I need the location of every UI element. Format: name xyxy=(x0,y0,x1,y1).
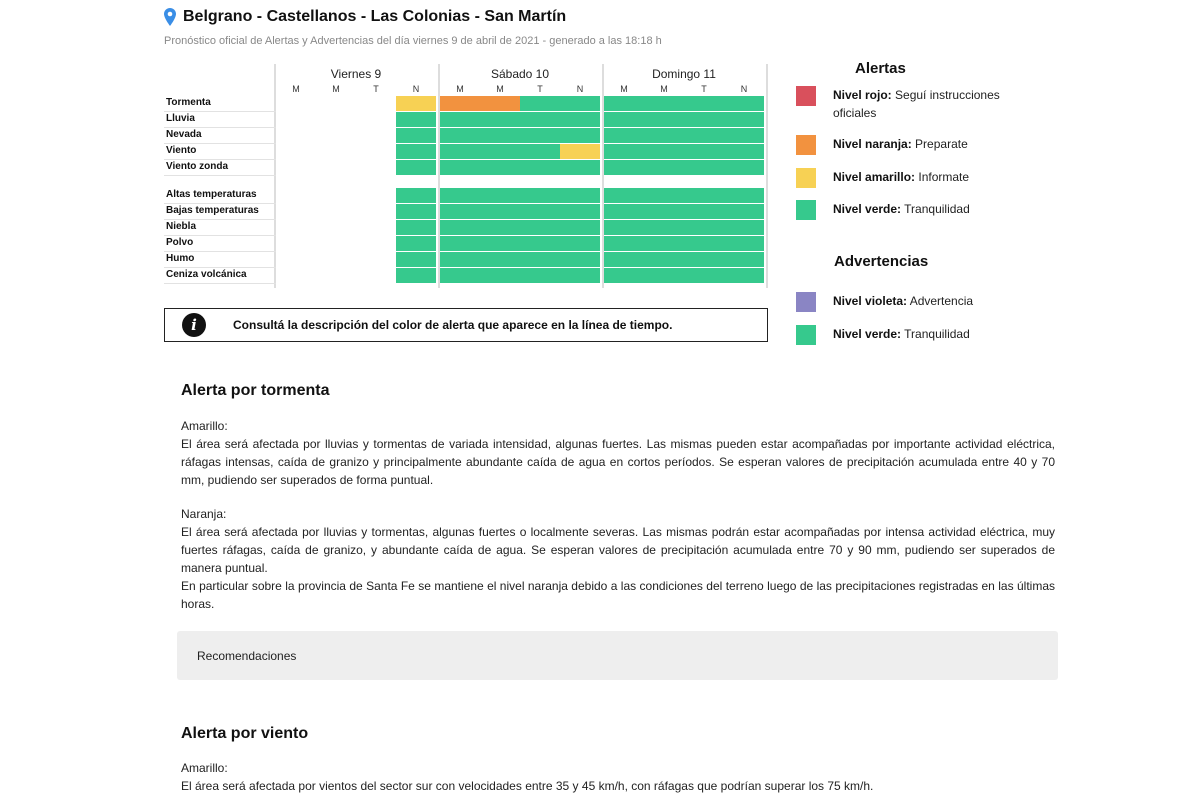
row-divider xyxy=(164,175,276,176)
time-slot-label: M xyxy=(496,84,504,94)
legend-level-desc: Tranquilidad xyxy=(904,202,970,216)
alert-cell-verde[interactable] xyxy=(724,236,764,251)
alert-cell-amarillo[interactable] xyxy=(560,144,600,159)
time-slot-label: N xyxy=(740,84,748,94)
alert-cell-verde[interactable] xyxy=(684,160,724,175)
legend-text xyxy=(833,135,968,153)
alert-cell-verde[interactable] xyxy=(480,220,520,235)
row-divider xyxy=(164,143,276,144)
legend-item xyxy=(796,292,1006,312)
legend-level-name: Nivel rojo: xyxy=(833,88,892,102)
alert-cell-verde[interactable] xyxy=(560,160,600,175)
legend-swatch-amarillo xyxy=(796,168,816,188)
alert-cell-verde[interactable] xyxy=(520,236,560,251)
alert-cell-verde[interactable] xyxy=(644,144,684,159)
alert-cell-verde[interactable] xyxy=(396,112,436,127)
alert-cell-verde[interactable] xyxy=(396,160,436,175)
alert-cell-verde[interactable] xyxy=(724,204,764,219)
viento-amarillo-label: Amarillo: xyxy=(181,761,228,775)
day-header: Sábado 10 xyxy=(490,67,550,81)
info-text: Consultá la descripción del color de alerta que aparece en la línea de tiempo. xyxy=(233,318,673,332)
info-icon: i xyxy=(182,313,206,337)
alert-cell-verde[interactable] xyxy=(396,188,436,203)
alert-cell-verde[interactable] xyxy=(644,204,684,219)
alert-cell-verde[interactable] xyxy=(396,268,436,283)
row-label-polvo: Polvo xyxy=(166,237,194,248)
alert-cell-verde[interactable] xyxy=(560,112,600,127)
time-slot-label: M xyxy=(620,84,628,94)
alert-cell-verde[interactable] xyxy=(520,220,560,235)
alert-cell-verde[interactable] xyxy=(520,252,560,267)
legend-level-desc: Seguí instrucciones oficiales xyxy=(833,88,1000,120)
alert-cell-verde[interactable] xyxy=(520,204,560,219)
alert-cell-verde[interactable] xyxy=(480,128,520,143)
alert-cell-verde[interactable] xyxy=(520,188,560,203)
page-title: Belgrano - Castellanos - Las Colonias - San Martín xyxy=(183,8,567,25)
alert-cell-verde[interactable] xyxy=(560,268,600,283)
alert-cell-verde[interactable] xyxy=(684,112,724,127)
alert-cell-verde[interactable] xyxy=(644,96,684,111)
legend-item xyxy=(796,325,1006,345)
alert-cell-verde[interactable] xyxy=(604,160,644,175)
info-box xyxy=(164,308,768,342)
amarillo-text: El área será afectada por lluvias y tormentas de variada intensidad, algunas fuertes. Las mismas pueden estar acompañadas por importante actividad eléctrica, ráfagas intensas, caída de granizo y principalmente abundante caída de agua en cortos períodos. Se esperan valores de precipitación acumulada entre 40 y 70 mm, pudiendo ser superados de forma puntual. xyxy=(181,437,1055,487)
legend-swatch-verde xyxy=(796,200,816,220)
legend-level-name: Nivel verde: xyxy=(833,327,902,341)
legend-item xyxy=(796,200,1006,220)
alert-cell-verde[interactable] xyxy=(724,160,764,175)
alert-cell-verde[interactable] xyxy=(644,236,684,251)
alert-cell-verde[interactable] xyxy=(724,112,764,127)
alert-cell-verde[interactable] xyxy=(604,204,644,219)
time-slot-label: N xyxy=(576,84,584,94)
alert-cell-verde[interactable] xyxy=(604,128,644,143)
alerta-tormenta-section xyxy=(181,382,1055,613)
alert-cell-verde[interactable] xyxy=(644,268,684,283)
alert-cell-verde[interactable] xyxy=(440,112,480,127)
alert-cell-verde[interactable] xyxy=(724,252,764,267)
alert-cell-verde[interactable] xyxy=(604,112,644,127)
alert-cell-verde[interactable] xyxy=(440,268,480,283)
time-slot-label: M xyxy=(660,84,668,94)
alerta-viento-title: Alerta por viento xyxy=(181,725,309,742)
alert-cell-verde[interactable] xyxy=(440,188,480,203)
legend-swatch-violeta xyxy=(796,292,816,312)
alert-cell-verde[interactable] xyxy=(560,204,600,219)
alert-cell-verde[interactable] xyxy=(440,220,480,235)
alert-cell-verde[interactable] xyxy=(480,144,520,159)
alert-cell-verde[interactable] xyxy=(440,144,480,159)
legend-level-name: Nivel amarillo: xyxy=(833,170,916,184)
alert-cell-verde[interactable] xyxy=(644,128,684,143)
alert-cell-verde[interactable] xyxy=(440,128,480,143)
alert-cell-verde[interactable] xyxy=(480,188,520,203)
alert-cell-verde[interactable] xyxy=(396,128,436,143)
viento-amarillo-text: El área será afectada por vientos del sector sur con velocidades entre 35 y 45 km/h, con ráfagas que podrían superar los 75 km/h. xyxy=(181,779,874,793)
legend-level-name: Nivel verde: xyxy=(833,202,902,216)
alert-timeline xyxy=(164,64,768,288)
alert-cell-verde[interactable] xyxy=(520,160,560,175)
alert-cell-verde[interactable] xyxy=(480,160,520,175)
naranja-text: El área será afectada por lluvias y tormentas, algunas fuertes o localmente severas. Las mismas podrán estar acompañadas por intensa actividad eléctrica, muy fuertes ráfagas, caída de granizo, y abundante caída de agua. Se esperan valores de precipitación acumulada entre 70 y 90 mm, pudiendo ser superados de manera puntual. xyxy=(181,525,1055,575)
page-subtitle: Pronóstico oficial de Alertas y Advertencias del día viernes 9 de abril de 2021 - generado a las 18:18 h xyxy=(164,35,662,47)
alert-cell-verde[interactable] xyxy=(684,204,724,219)
alert-cell-verde[interactable] xyxy=(396,204,436,219)
legend-swatch-verde xyxy=(796,325,816,345)
row-divider xyxy=(164,235,276,236)
legend-text xyxy=(833,168,969,186)
alert-cell-verde[interactable] xyxy=(684,236,724,251)
time-slot-label: T xyxy=(701,84,707,94)
day-separator xyxy=(274,64,276,288)
time-slot-label: T xyxy=(373,84,379,94)
alert-cell-verde[interactable] xyxy=(684,252,724,267)
alert-cell-verde[interactable] xyxy=(480,112,520,127)
alert-cell-verde[interactable] xyxy=(480,252,520,267)
row-divider xyxy=(164,283,276,284)
alert-cell-verde[interactable] xyxy=(396,220,436,235)
alert-cell-verde[interactable] xyxy=(724,268,764,283)
legend-text xyxy=(833,200,970,218)
alert-cell-verde[interactable] xyxy=(520,144,560,159)
alerta-tormenta-title: Alerta por tormenta xyxy=(181,382,330,399)
row-label-lluvia: Lluvia xyxy=(166,113,195,124)
row-label-tormenta: Tormenta xyxy=(166,97,211,108)
alert-cell-verde[interactable] xyxy=(604,236,644,251)
page-header xyxy=(164,8,566,26)
alert-cell-verde[interactable] xyxy=(684,188,724,203)
alert-cell-verde[interactable] xyxy=(604,144,644,159)
legend-swatch-naranja xyxy=(796,135,816,155)
alert-cell-verde[interactable] xyxy=(480,204,520,219)
alert-cell-verde[interactable] xyxy=(684,144,724,159)
alert-cell-verde[interactable] xyxy=(724,220,764,235)
alert-cell-verde[interactable] xyxy=(644,160,684,175)
alert-cell-verde[interactable] xyxy=(644,112,684,127)
alert-cell-verde[interactable] xyxy=(480,236,520,251)
alert-cell-verde[interactable] xyxy=(560,188,600,203)
alert-cell-verde[interactable] xyxy=(520,128,560,143)
alert-cell-verde[interactable] xyxy=(604,220,644,235)
alertas-heading: Alertas xyxy=(855,60,906,77)
alert-cell-verde[interactable] xyxy=(684,96,724,111)
alert-cell-verde[interactable] xyxy=(520,112,560,127)
time-slot-label: M xyxy=(292,84,300,94)
alert-cell-verde[interactable] xyxy=(684,128,724,143)
alert-cell-verde[interactable] xyxy=(724,144,764,159)
alert-cell-verde[interactable] xyxy=(440,160,480,175)
row-label-ceniza-volcánica: Ceniza volcánica xyxy=(166,269,247,280)
row-label-niebla: Niebla xyxy=(166,221,197,232)
alerta-viento-section xyxy=(181,725,1055,795)
row-divider xyxy=(164,219,276,220)
row-label-bajas-temperaturas: Bajas temperaturas xyxy=(166,205,259,216)
alert-cell-verde[interactable] xyxy=(440,204,480,219)
row-label-viento-zonda: Viento zonda xyxy=(166,161,229,172)
alert-cell-verde[interactable] xyxy=(604,252,644,267)
legend-level-desc: Tranquilidad xyxy=(904,327,970,341)
alert-cell-verde[interactable] xyxy=(560,236,600,251)
location-pin-icon xyxy=(164,8,176,26)
legend-item xyxy=(796,135,1006,155)
alert-cell-naranja[interactable] xyxy=(440,96,480,111)
day-header: Domingo 11 xyxy=(652,67,716,81)
row-divider xyxy=(164,203,276,204)
row-label-altas-temperaturas: Altas temperaturas xyxy=(166,189,257,200)
time-slot-label: N xyxy=(412,84,420,94)
alert-cell-verde[interactable] xyxy=(684,268,724,283)
naranja-extra-text: En particular sobre la provincia de Santa Fe se mantiene el nivel naranja debido a las condiciones del terreno luego de las precipitaciones registradas en las últimas horas. xyxy=(181,579,1055,611)
legend-level-name: Nivel naranja: xyxy=(833,137,912,151)
legend-text xyxy=(833,292,973,310)
legend-level-desc: Informate xyxy=(918,170,970,184)
alert-cell-verde[interactable] xyxy=(644,220,684,235)
legend-item xyxy=(796,86,1006,122)
row-divider xyxy=(164,127,276,128)
amarillo-label: Amarillo: xyxy=(181,419,228,433)
alert-cell-naranja[interactable] xyxy=(480,96,520,111)
time-slot-label: M xyxy=(456,84,464,94)
alert-cell-verde[interactable] xyxy=(684,220,724,235)
alert-cell-verde[interactable] xyxy=(604,188,644,203)
naranja-label: Naranja: xyxy=(181,507,227,521)
alert-cell-amarillo[interactable] xyxy=(396,96,436,111)
row-label-viento: Viento xyxy=(166,145,197,156)
alert-cell-verde[interactable] xyxy=(604,96,644,111)
row-label-humo: Humo xyxy=(166,253,195,264)
legend-level-desc: Advertencia xyxy=(909,294,974,308)
alert-cell-verde[interactable] xyxy=(724,128,764,143)
legend-item xyxy=(796,168,1006,188)
alert-cell-verde[interactable] xyxy=(644,188,684,203)
alert-cell-verde[interactable] xyxy=(396,236,436,251)
legend-text xyxy=(833,86,1006,122)
legend-level-desc: Preparate xyxy=(915,137,968,151)
legend-swatch-rojo xyxy=(796,86,816,106)
row-divider xyxy=(164,251,276,252)
alert-cell-verde[interactable] xyxy=(396,252,436,267)
alert-cell-verde[interactable] xyxy=(520,96,560,111)
row-divider xyxy=(164,111,276,112)
time-slot-label: T xyxy=(537,84,543,94)
alert-cell-verde[interactable] xyxy=(560,128,600,143)
legend-level-name: Nivel violeta: xyxy=(833,294,908,308)
row-label-nevada: Nevada xyxy=(166,129,202,140)
alert-cell-verde[interactable] xyxy=(440,252,480,267)
alert-cell-verde[interactable] xyxy=(560,96,600,111)
legend-text xyxy=(833,325,970,343)
alert-cell-verde[interactable] xyxy=(604,268,644,283)
alert-cell-verde[interactable] xyxy=(724,96,764,111)
alert-cell-verde[interactable] xyxy=(480,268,520,283)
row-divider xyxy=(164,159,276,160)
recomendaciones-toggle[interactable]: Recomendaciones xyxy=(177,631,1058,680)
day-header: Viernes 9 xyxy=(330,67,382,81)
alert-cell-verde[interactable] xyxy=(560,252,600,267)
alert-cell-verde[interactable] xyxy=(644,252,684,267)
alert-cell-verde[interactable] xyxy=(560,220,600,235)
alert-cell-verde[interactable] xyxy=(520,268,560,283)
alert-cell-verde[interactable] xyxy=(724,188,764,203)
advertencias-heading: Advertencias xyxy=(834,253,929,270)
time-slot-label: M xyxy=(332,84,340,94)
day-separator xyxy=(766,64,768,288)
alert-cell-verde[interactable] xyxy=(396,144,436,159)
alert-cell-verde[interactable] xyxy=(440,236,480,251)
row-divider xyxy=(164,267,276,268)
